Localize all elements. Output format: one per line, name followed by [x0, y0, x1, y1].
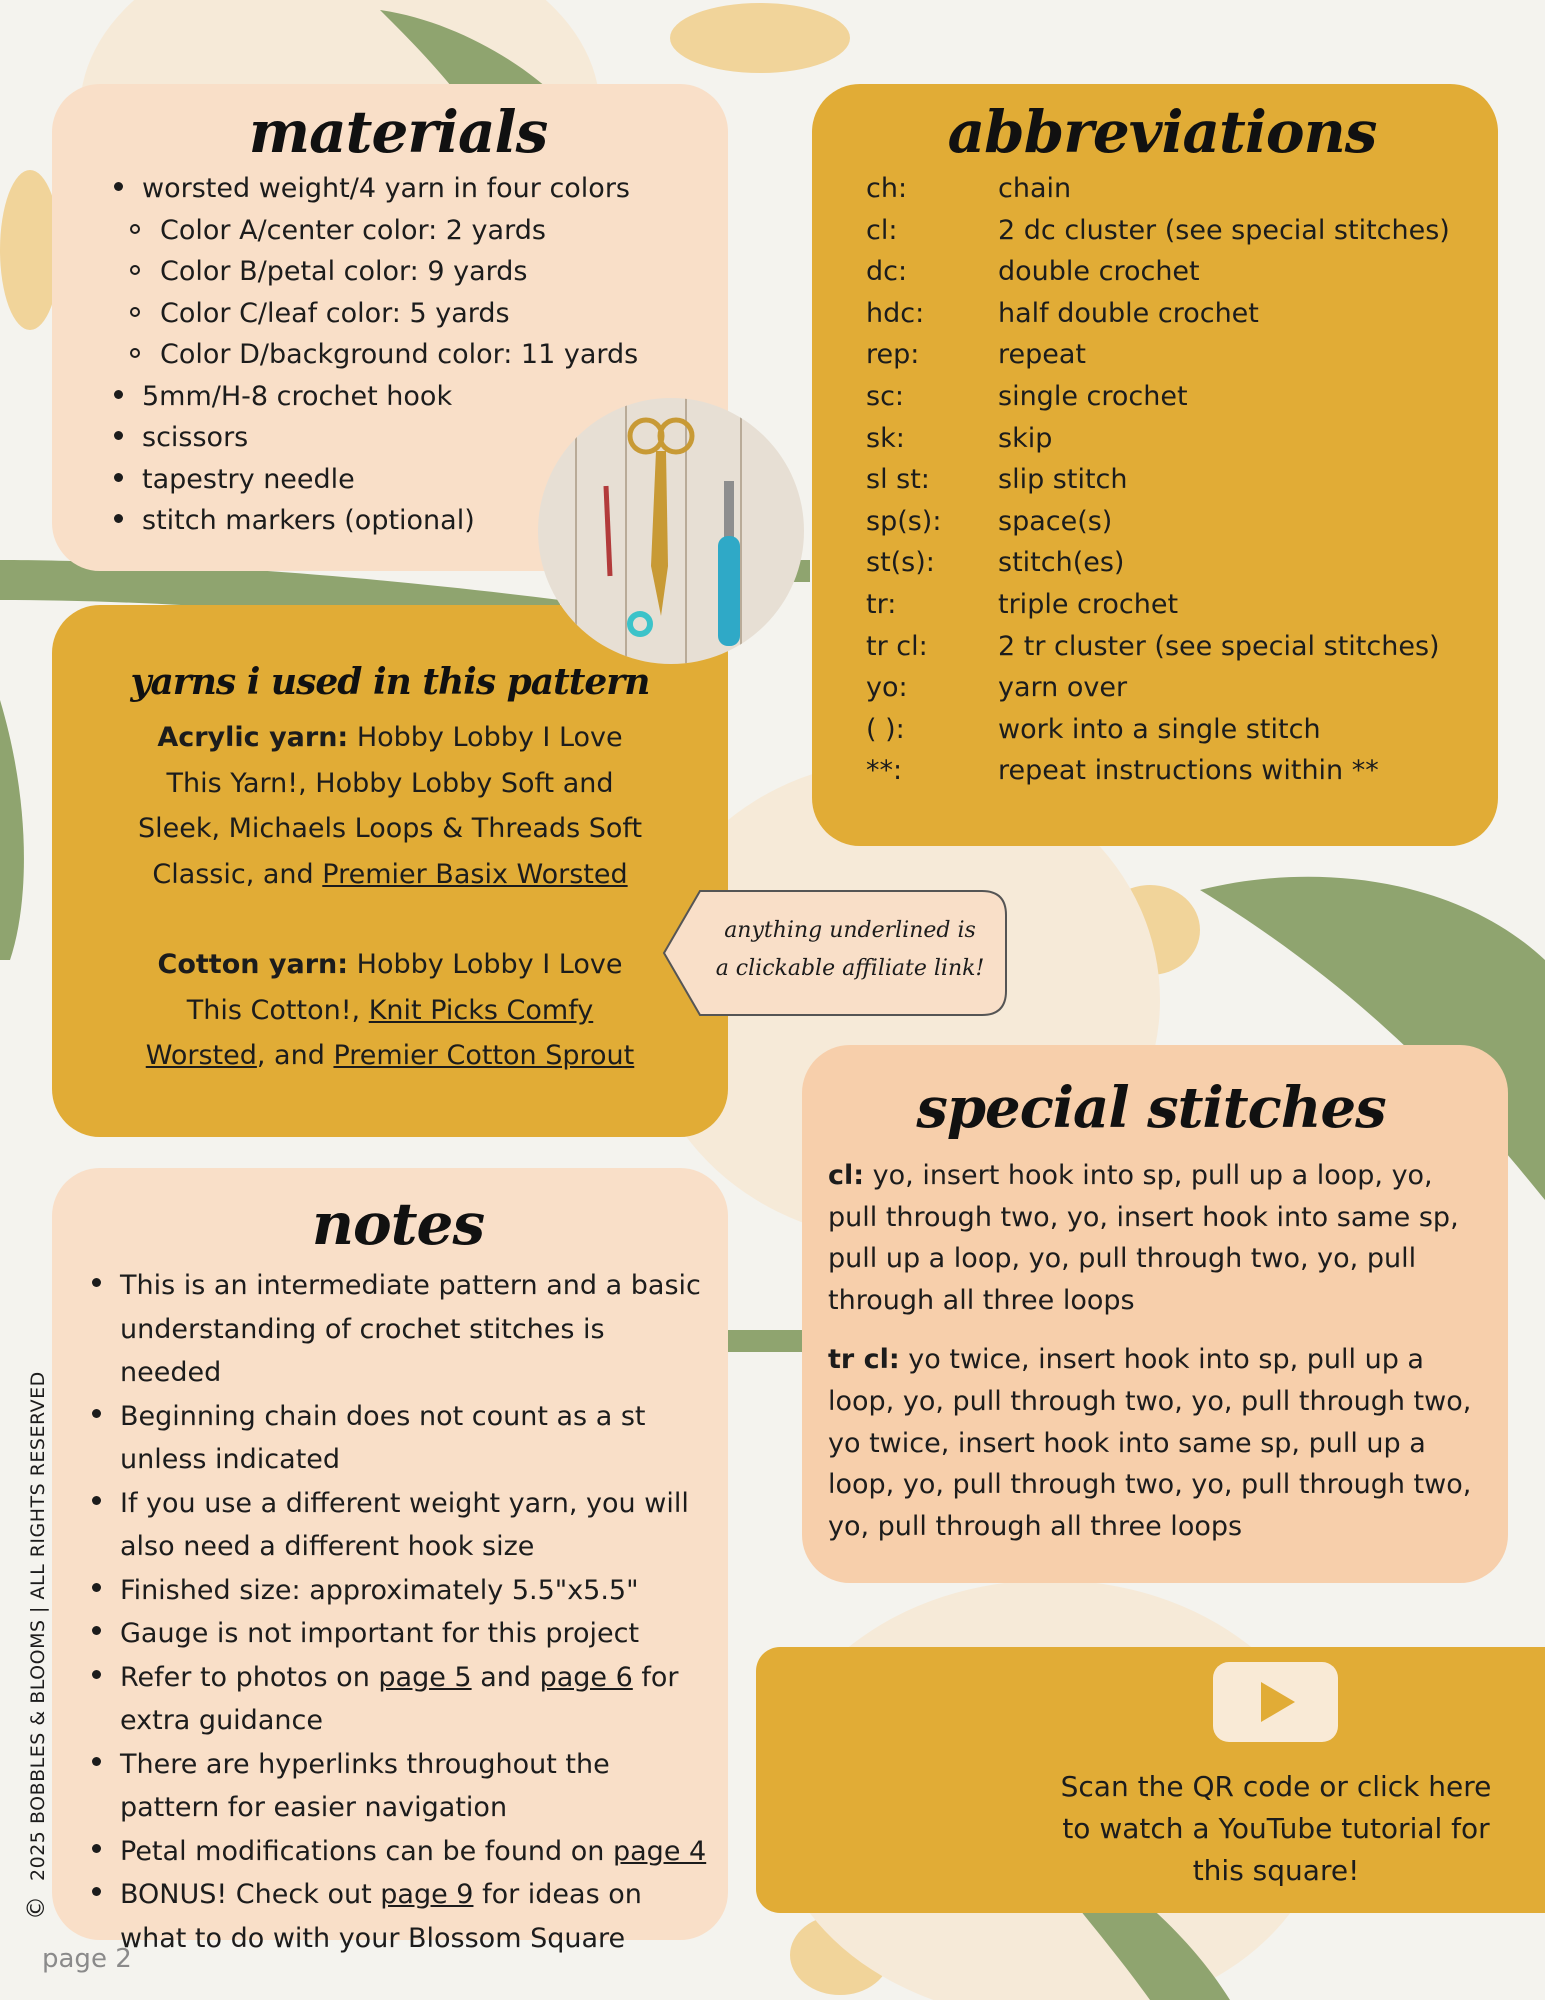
- youtube-play-icon[interactable]: [1213, 1662, 1338, 1742]
- note-item: [86, 1830, 710, 1874]
- abbr-term: sc:: [866, 380, 905, 412]
- page-number: page 2: [42, 1944, 132, 1974]
- abbr-term: ( ):: [866, 713, 905, 745]
- callout-text: [700, 912, 1000, 988]
- abbreviation-row: [866, 376, 1458, 418]
- abbr-meaning: space(s): [998, 505, 1113, 537]
- note-item: If you use a different weight yarn, you will also need a different hook size: [86, 1482, 710, 1569]
- knit-picks-link[interactable]: Knit Picks Comfy Worsted: [145, 994, 594, 1071]
- abbr-meaning: half double crochet: [998, 297, 1259, 329]
- cotton-text: Hobby Lobby I Love This Cotton!,: [186, 949, 623, 1026]
- trcl-label: tr cl:: [828, 1344, 900, 1376]
- abbr-meaning: yarn over: [998, 672, 1128, 704]
- page-9-link[interactable]: page 9: [380, 1879, 474, 1910]
- abbreviations-title: abbreviations: [947, 98, 1377, 166]
- note-item: Beginning chain does not count as a st unless indicated: [86, 1395, 710, 1482]
- abbreviation-row: [866, 667, 1458, 709]
- abbreviation-list: [866, 168, 1458, 792]
- premier-basix-link[interactable]: Premier Basix Worsted: [322, 858, 628, 890]
- color-item: Color C/leaf color: 5 yards: [108, 293, 688, 335]
- note-item: Gauge is not important for this project: [86, 1612, 710, 1656]
- abbreviation-row: [866, 210, 1458, 252]
- abbreviation-row: [866, 418, 1458, 460]
- notes-card: [52, 1168, 728, 1954]
- cl-text: yo, insert hook into sp, pull up a loop, yo, pull through two, yo, insert hook into same sp, pull up a loop, yo, pull through two, yo, pull through all three loops: [828, 1160, 1459, 1316]
- abbr-meaning: work into a single stitch: [998, 713, 1321, 745]
- page-6-link[interactable]: page 6: [539, 1661, 633, 1693]
- abbr-meaning: double crochet: [998, 256, 1200, 288]
- cotton-label: Cotton yarn:: [157, 949, 349, 980]
- abbr-term: tr:: [866, 588, 897, 620]
- color-item: Color D/background color: 11 yards: [108, 334, 688, 376]
- abbr-term: sl st:: [866, 464, 930, 496]
- copyright-text: [22, 1371, 50, 1920]
- page-5-link[interactable]: page 5: [378, 1661, 472, 1693]
- acrylic-text: Hobby Lobby I Love This Yarn!, Hobby Lobby Soft and Sleek, Michaels Loops & Threads Soft Classic, and: [137, 722, 643, 890]
- youtube-card[interactable]: [756, 1647, 1545, 1913]
- cl-definition: [828, 1155, 1474, 1321]
- special-stitches-title: special stitches: [916, 1075, 1386, 1141]
- cl-label: cl:: [828, 1160, 865, 1191]
- abbr-term: yo:: [866, 672, 908, 704]
- abbr-term: rep:: [866, 339, 920, 371]
- abbreviation-row: [866, 293, 1458, 335]
- note-text: Petal modifications can be found on: [120, 1835, 605, 1867]
- abbr-term: sk:: [866, 422, 905, 454]
- abbr-term: hdc:: [866, 297, 925, 329]
- yarns-title: yarns i used in this pattern: [130, 661, 650, 703]
- abbr-term: ch:: [866, 173, 908, 204]
- abbreviation-row: [866, 501, 1458, 543]
- note-item: This is an intermediate pattern and a basic understanding of crochet stitches is needed: [86, 1264, 710, 1395]
- abbreviation-row: [866, 626, 1458, 668]
- note-text: for ideas on what to do with your Blossom Square: [120, 1879, 642, 1954]
- materials-title: materials: [248, 98, 548, 166]
- abbr-term: **:: [866, 755, 903, 787]
- notes-title: notes: [311, 1190, 485, 1258]
- note-text: BONUS! Check out: [120, 1879, 372, 1910]
- copyright-label: 2025 BOBBLES & BLOOMS | ALL RIGHTS RESERVED: [27, 1371, 49, 1881]
- special-stitches-card: [802, 1045, 1508, 1583]
- abbr-meaning: chain: [998, 173, 1072, 204]
- trcl-text: yo twice, insert hook into sp, pull up a loop, yo, pull through two, yo, pull through two, yo twice, insert hook into same sp, pull up a loop, yo, pull through two, yo, pull through two, yo, pull through all three loops: [828, 1344, 1472, 1542]
- abbr-term: dc:: [866, 256, 908, 288]
- materials-item-scissors: scissors: [108, 417, 688, 459]
- abbr-meaning: 2 tr cluster (see special stitches): [998, 630, 1440, 662]
- materials-item-yarn: worsted weight/4 yarn in four colors: [108, 168, 688, 210]
- note-item: There are hyperlinks throughout the pattern for easier navigation: [86, 1743, 710, 1830]
- abbreviation-row: [866, 168, 1458, 210]
- note-text: Refer to photos on: [120, 1661, 370, 1693]
- materials-item-hook: 5mm/H-8 crochet hook: [108, 376, 688, 418]
- page-4-link[interactable]: page 4: [613, 1835, 707, 1867]
- trcl-definition: [828, 1339, 1474, 1547]
- acrylic-yarn-text: [92, 715, 688, 897]
- note-item: [86, 1873, 710, 1960]
- materials-item-markers: stitch markers (optional): [108, 500, 688, 542]
- abbr-meaning: triple crochet: [998, 588, 1179, 620]
- yarns-card: [52, 605, 728, 1137]
- abbr-meaning: repeat: [998, 339, 1087, 371]
- callout-line-2: a clickable affiliate link!: [715, 956, 985, 981]
- cotton-and: , and: [256, 1040, 325, 1071]
- abbr-meaning: stitch(es): [998, 547, 1125, 579]
- abbr-term: sp(s):: [866, 505, 942, 537]
- color-item: Color A/center color: 2 yards: [108, 210, 688, 252]
- abbr-term: cl:: [866, 214, 898, 246]
- abbreviation-row: [866, 709, 1458, 751]
- copyright-symbol: ©: [22, 1895, 50, 1920]
- callout-line-1: anything underlined is: [724, 918, 976, 943]
- abbr-meaning: 2 dc cluster (see special stitches): [998, 214, 1450, 246]
- crochet-tools-photo: [536, 396, 806, 666]
- abbr-term: tr cl:: [866, 630, 928, 662]
- note-item: [86, 1656, 710, 1743]
- abbr-meaning: skip: [998, 422, 1053, 454]
- abbreviation-row: [866, 334, 1458, 376]
- abbreviation-row: [866, 584, 1458, 626]
- abbr-meaning: single crochet: [998, 380, 1188, 412]
- note-item: Finished size: approximately 5.5"x5.5": [86, 1569, 710, 1613]
- abbr-term: st(s):: [866, 547, 935, 579]
- note-text: and: [480, 1661, 531, 1693]
- acrylic-label: Acrylic yarn:: [157, 722, 349, 753]
- abbr-meaning: repeat instructions within **: [998, 755, 1379, 787]
- abbr-meaning: slip stitch: [998, 464, 1128, 496]
- note-text: for extra guidance: [120, 1661, 679, 1736]
- abbreviations-card: [812, 84, 1498, 846]
- premier-cotton-link[interactable]: Premier Cotton Sprout: [333, 1040, 635, 1071]
- abbreviation-row: [866, 459, 1458, 501]
- notes-list: [86, 1264, 710, 1960]
- color-item: Color B/petal color: 9 yards: [108, 251, 688, 293]
- abbreviation-row: [866, 542, 1458, 584]
- abbreviation-row: [866, 750, 1458, 792]
- abbreviation-row: [866, 251, 1458, 293]
- cotton-yarn-text: [92, 942, 688, 1079]
- materials-item-needle: tapestry needle: [108, 459, 688, 501]
- youtube-text[interactable]: Scan the QR code or click here to watch a YouTube tutorial for this square!: [1060, 1770, 1492, 1887]
